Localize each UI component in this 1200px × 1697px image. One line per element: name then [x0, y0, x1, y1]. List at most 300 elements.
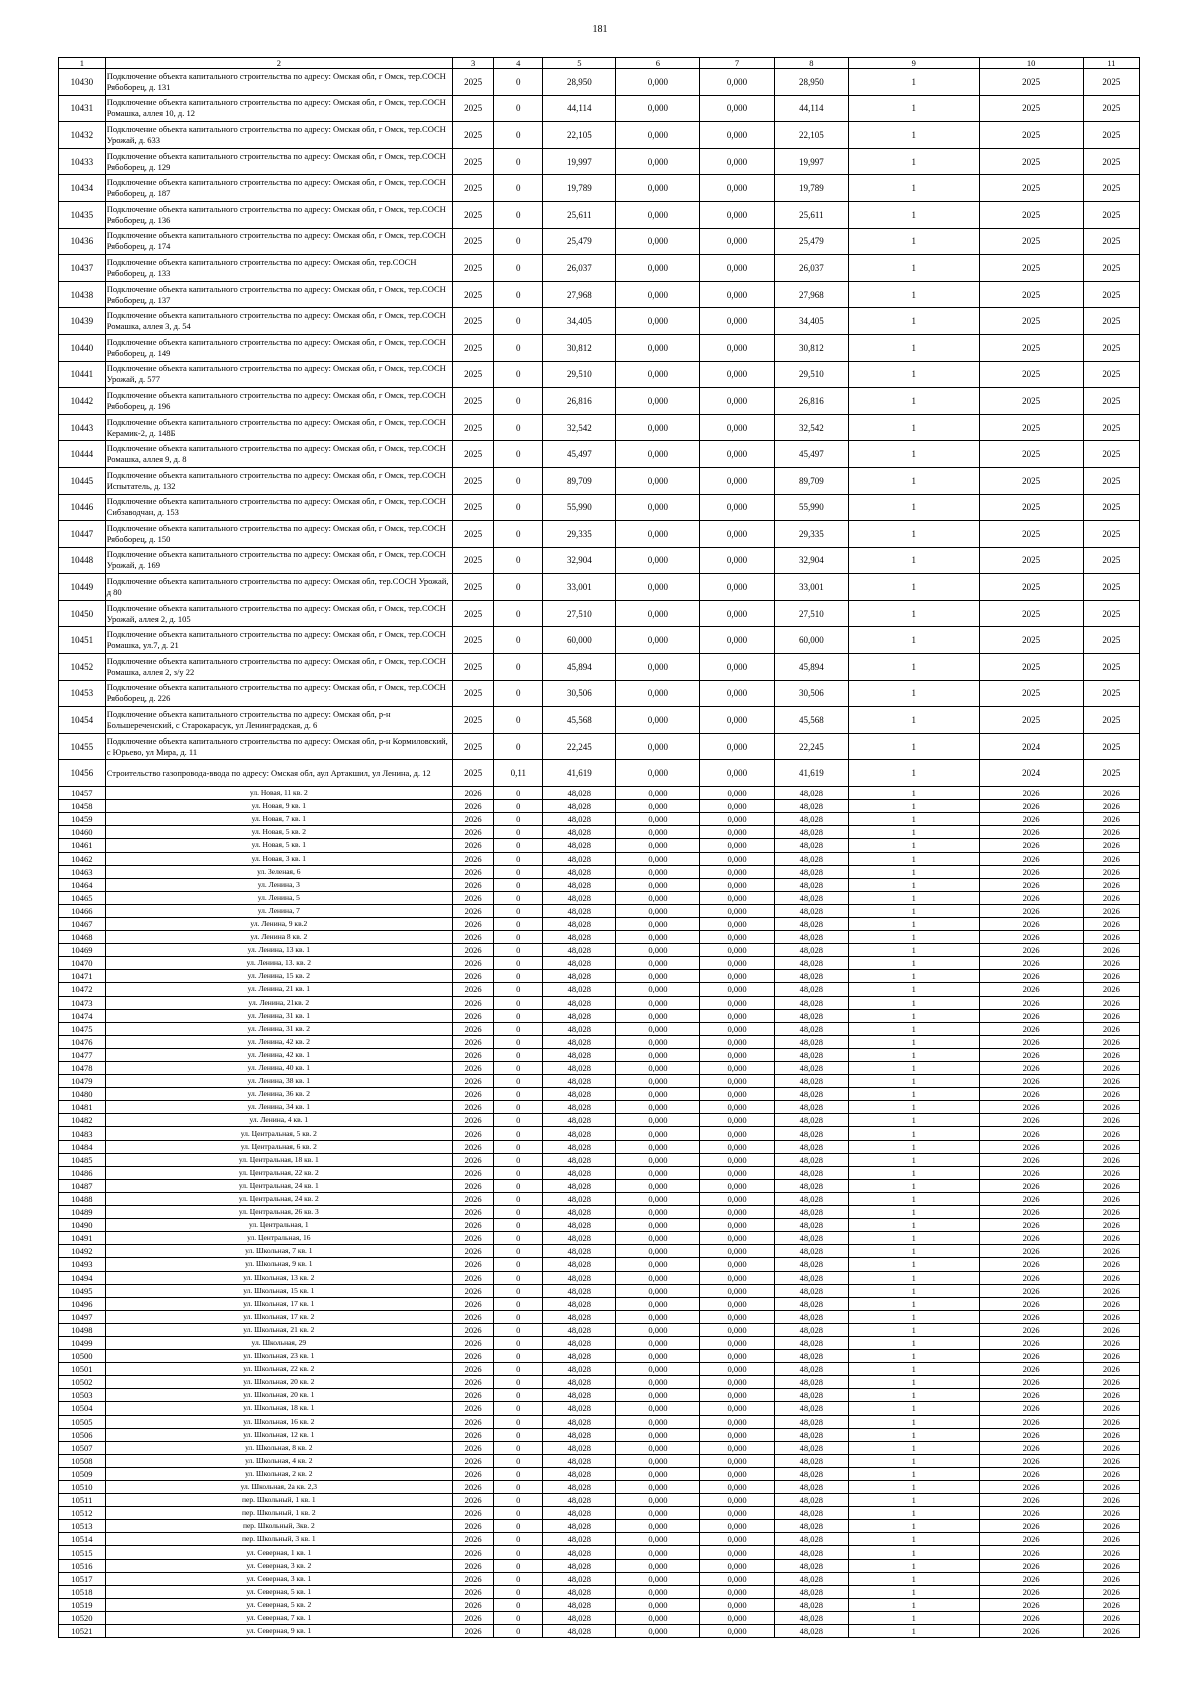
table-cell: 48,028 [774, 1585, 848, 1598]
table-cell: 1 [849, 1441, 980, 1454]
table-cell: 2026 [452, 787, 493, 800]
table-cell: 0,000 [616, 414, 700, 441]
table-cell: 0,000 [700, 865, 774, 878]
table-cell: 1 [849, 1179, 980, 1192]
table-cell: 10504 [59, 1402, 106, 1415]
table-cell: 1 [849, 654, 980, 681]
table-cell: 2025 [452, 680, 493, 707]
table-cell: 0,000 [616, 1376, 700, 1389]
table-row [59, 1428, 1140, 1441]
table-cell: 1 [849, 707, 980, 734]
table-cell: 2026 [1083, 813, 1139, 826]
table-cell: 1 [849, 944, 980, 957]
table-cell: 10479 [59, 1075, 106, 1088]
table-cell: 1 [849, 1297, 980, 1310]
description-cell: ул. Ленина, 31 кв. 2 [105, 1022, 452, 1035]
table-cell: 0,000 [700, 1127, 774, 1140]
table-cell: 0,000 [700, 494, 774, 521]
description-cell: ул. Ленина, 4 кв. 1 [105, 1114, 452, 1127]
table-cell: 10459 [59, 813, 106, 826]
table-cell: 48,028 [543, 1153, 616, 1166]
table-cell: 48,028 [774, 1611, 848, 1624]
description-cell: ул. Центральная, 1 [105, 1219, 452, 1232]
table-cell: 0 [494, 255, 543, 282]
header-cell: 8 [774, 58, 848, 69]
table-cell: 48,028 [543, 1310, 616, 1323]
table-cell: 0,000 [616, 122, 700, 149]
description-cell: ул. Новая, 7 кв. 1 [105, 813, 452, 826]
table-cell: 2025 [979, 627, 1083, 654]
table-cell: 2025 [1083, 547, 1139, 574]
table-cell: 0,000 [616, 1389, 700, 1402]
table-cell: 0 [494, 680, 543, 707]
table-row [59, 1297, 1140, 1310]
description-cell: Подключение объекта капитального строительства по адресу: Омская обл, г Омск, тер.СОСН Рябоборец, д. 131 [105, 69, 452, 96]
description-cell: ул. Северная, 1 кв. 1 [105, 1546, 452, 1559]
table-cell: 22,105 [543, 122, 616, 149]
table-cell: 2025 [979, 255, 1083, 282]
table-cell: 2026 [1083, 1062, 1139, 1075]
table-cell: 1 [849, 574, 980, 601]
table-cell: 2025 [452, 122, 493, 149]
table-cell: 0,000 [700, 760, 774, 787]
table-cell: 48,028 [774, 957, 848, 970]
table-cell: 0,000 [700, 441, 774, 468]
table-cell: 2026 [452, 1428, 493, 1441]
table-cell: 1 [849, 1035, 980, 1048]
table-cell: 32,904 [774, 547, 848, 574]
table-cell: 10447 [59, 521, 106, 548]
table-cell: 0 [494, 1376, 543, 1389]
table-cell: 0,000 [616, 1611, 700, 1624]
table-cell: 0,000 [616, 1101, 700, 1114]
table-cell: 1 [849, 1323, 980, 1336]
table-cell: 48,028 [543, 904, 616, 917]
table-cell: 2026 [1083, 996, 1139, 1009]
table-cell: 0,000 [700, 1088, 774, 1101]
table-cell: 48,028 [543, 891, 616, 904]
table-cell: 48,028 [774, 1035, 848, 1048]
table-cell: 0,000 [700, 1271, 774, 1284]
table-cell: 0 [494, 852, 543, 865]
table-cell: 2025 [452, 733, 493, 760]
table-body [59, 58, 1140, 1638]
table-cell: 10491 [59, 1232, 106, 1245]
table-cell: 48,028 [774, 1245, 848, 1258]
table-cell: 1 [849, 1520, 980, 1533]
table-cell: 1 [849, 1376, 980, 1389]
table-cell: 48,028 [774, 1297, 848, 1310]
table-cell: 2026 [1083, 787, 1139, 800]
table-cell: 0,000 [616, 547, 700, 574]
table-cell: 22,245 [774, 733, 848, 760]
table-row [59, 970, 1140, 983]
table-cell: 2025 [1083, 95, 1139, 122]
table-cell: 0,000 [616, 1363, 700, 1376]
table-cell: 2026 [1083, 1428, 1139, 1441]
table-cell: 0 [494, 800, 543, 813]
table-cell: 1 [849, 1206, 980, 1219]
table-cell: 48,028 [774, 800, 848, 813]
table-cell: 10513 [59, 1520, 106, 1533]
table-cell: 2025 [1083, 467, 1139, 494]
table-cell: 0,000 [700, 839, 774, 852]
table-cell: 2026 [979, 1376, 1083, 1389]
table-cell: 2026 [979, 1494, 1083, 1507]
table-cell: 1 [849, 467, 980, 494]
table-cell: 0,000 [700, 361, 774, 388]
table-cell: 0 [494, 813, 543, 826]
table-row [59, 148, 1140, 175]
table-cell: 10495 [59, 1284, 106, 1297]
table-cell: 10435 [59, 201, 106, 228]
table-cell: 2026 [452, 1192, 493, 1205]
table-row [59, 467, 1140, 494]
table-cell: 10519 [59, 1598, 106, 1611]
table-cell: 1 [849, 1625, 980, 1638]
table-cell: 0,000 [616, 983, 700, 996]
table-cell: 10500 [59, 1350, 106, 1363]
table-cell: 0,000 [700, 1572, 774, 1585]
table-row [59, 1140, 1140, 1153]
description-cell: Подключение объекта капитального строительства по адресу: Омская обл, г Омск, тер.СОСН Урожай, д. 577 [105, 361, 452, 388]
table-cell: 0,000 [700, 1206, 774, 1219]
table-row [59, 1415, 1140, 1428]
description-cell: ул. Школьная, 2 кв. 2 [105, 1467, 452, 1480]
table-cell: 0 [494, 1062, 543, 1075]
table-cell: 48,028 [774, 1363, 848, 1376]
table-cell: 0,000 [616, 1323, 700, 1336]
table-cell: 0 [494, 122, 543, 149]
table-cell: 0,000 [616, 95, 700, 122]
table-cell: 2026 [452, 878, 493, 891]
table-cell: 22,105 [774, 122, 848, 149]
table-cell: 0,000 [700, 1625, 774, 1638]
table-row [59, 654, 1140, 681]
description-cell: ул. Центральная, 6 кв. 2 [105, 1140, 452, 1153]
table-cell: 48,028 [774, 1507, 848, 1520]
table-cell: 0 [494, 574, 543, 601]
table-cell: 2025 [979, 69, 1083, 96]
table-cell: 0 [494, 970, 543, 983]
table-cell: 2025 [1083, 255, 1139, 282]
table-cell: 0 [494, 1611, 543, 1624]
table-cell: 48,028 [543, 1389, 616, 1402]
table-cell: 10470 [59, 957, 106, 970]
table-cell: 0,000 [616, 891, 700, 904]
table-cell: 2026 [1083, 1402, 1139, 1415]
table-cell: 0,000 [616, 1428, 700, 1441]
table-cell: 10473 [59, 996, 106, 1009]
table-cell: 0,000 [700, 122, 774, 149]
description-cell: ул. Северная, 3 кв. 2 [105, 1559, 452, 1572]
table-cell: 1 [849, 1310, 980, 1323]
table-cell: 1 [849, 1546, 980, 1559]
table-row [59, 1206, 1140, 1219]
table-cell: 2025 [979, 175, 1083, 202]
table-row [59, 1481, 1140, 1494]
table-cell: 2026 [452, 1310, 493, 1323]
table-cell: 48,028 [543, 1520, 616, 1533]
table-cell: 0,000 [616, 1467, 700, 1480]
table-cell: 1 [849, 122, 980, 149]
table-cell: 1 [849, 1075, 980, 1088]
description-cell: Строительство газопровода-ввода по адресу: Омская обл, аул Артакшил, ул Ленина, д. 12 [105, 760, 452, 787]
table-cell: 0,000 [700, 255, 774, 282]
table-cell: 48,028 [543, 1533, 616, 1546]
table-cell: 2026 [979, 891, 1083, 904]
table-row [59, 1101, 1140, 1114]
table-cell: 2026 [452, 957, 493, 970]
table-cell: 2025 [452, 441, 493, 468]
table-cell: 2025 [1083, 574, 1139, 601]
table-cell: 2026 [452, 1336, 493, 1349]
table-cell: 0 [494, 1022, 543, 1035]
table-cell: 27,510 [774, 600, 848, 627]
table-cell: 2026 [1083, 957, 1139, 970]
description-cell: ул. Северная, 3 кв. 1 [105, 1572, 452, 1585]
table-cell: 48,028 [774, 1153, 848, 1166]
description-cell: ул. Зеленая, 6 [105, 865, 452, 878]
description-cell: Подключение объекта капитального строительства по адресу: Омская обл, г Омск, тер.СОСН Рябоборец, д. 187 [105, 175, 452, 202]
table-row [59, 1350, 1140, 1363]
table-cell: 0 [494, 654, 543, 681]
table-cell: 2026 [979, 1206, 1083, 1219]
table-row [59, 175, 1140, 202]
description-cell: ул. Школьная, 16 кв. 2 [105, 1415, 452, 1428]
table-cell: 0,000 [616, 680, 700, 707]
table-cell: 2026 [979, 1507, 1083, 1520]
table-cell: 32,542 [774, 414, 848, 441]
table-cell: 0 [494, 1219, 543, 1232]
table-cell: 0,000 [616, 707, 700, 734]
table-cell: 48,028 [543, 1179, 616, 1192]
table-cell: 2026 [1083, 1232, 1139, 1245]
table-cell: 1 [849, 878, 980, 891]
table-cell: 1 [849, 891, 980, 904]
table-cell: 2026 [452, 1363, 493, 1376]
table-cell: 0,000 [700, 1009, 774, 1022]
table-cell: 29,335 [774, 521, 848, 548]
table-cell: 0,000 [700, 467, 774, 494]
description-cell: пер. Школьный, 1 кв. 1 [105, 1494, 452, 1507]
table-row [59, 1310, 1140, 1323]
table-cell: 1 [849, 1127, 980, 1140]
description-cell: ул. Школьная, 7 кв. 1 [105, 1245, 452, 1258]
table-cell: 48,028 [774, 1336, 848, 1349]
table-row [59, 388, 1140, 415]
table-cell: 55,990 [543, 494, 616, 521]
table-cell: 48,028 [774, 1572, 848, 1585]
table-cell: 0 [494, 1140, 543, 1153]
table-cell: 10436 [59, 228, 106, 255]
table-cell: 2026 [979, 1559, 1083, 1572]
table-cell: 2026 [452, 917, 493, 930]
table-row [59, 1507, 1140, 1520]
table-cell: 48,028 [774, 1546, 848, 1559]
table-cell: 0,000 [616, 733, 700, 760]
table-cell: 2026 [452, 1546, 493, 1559]
table-cell: 0 [494, 175, 543, 202]
table-cell: 2026 [979, 1062, 1083, 1075]
table-cell: 2026 [979, 1192, 1083, 1205]
description-cell: Подключение объекта капитального строительства по адресу: Омская обл, г Омск, тер.СОСН Урожай, д. 169 [105, 547, 452, 574]
table-cell: 10433 [59, 148, 106, 175]
table-cell: 0,000 [700, 228, 774, 255]
table-cell: 2026 [452, 891, 493, 904]
table-cell: 0 [494, 361, 543, 388]
table-cell: 0,000 [616, 917, 700, 930]
table-cell: 27,968 [543, 281, 616, 308]
table-cell: 0,000 [616, 148, 700, 175]
table-cell: 10474 [59, 1009, 106, 1022]
table-cell: 48,028 [774, 970, 848, 983]
table-cell: 0,000 [700, 787, 774, 800]
table-cell: 0,000 [616, 1140, 700, 1153]
table-cell: 48,028 [543, 1232, 616, 1245]
table-cell: 2026 [979, 1166, 1083, 1179]
table-row [59, 1323, 1140, 1336]
table-row [59, 800, 1140, 813]
table-row [59, 1048, 1140, 1061]
table-cell: 0 [494, 1402, 543, 1415]
table-cell: 2026 [452, 1232, 493, 1245]
table-cell: 0 [494, 1494, 543, 1507]
table-cell: 2026 [1083, 904, 1139, 917]
table-cell: 45,568 [774, 707, 848, 734]
table-cell: 1 [849, 1572, 980, 1585]
table-cell: 0 [494, 733, 543, 760]
table-cell: 2026 [979, 1415, 1083, 1428]
table-cell: 0 [494, 1533, 543, 1546]
table-cell: 2026 [979, 917, 1083, 930]
table-cell: 0,000 [616, 865, 700, 878]
table-cell: 0,000 [616, 931, 700, 944]
table-cell: 2025 [452, 175, 493, 202]
table-cell: 2026 [452, 1481, 493, 1494]
table-cell: 0,000 [700, 654, 774, 681]
table-cell: 2026 [452, 1022, 493, 1035]
table-cell: 0,000 [616, 839, 700, 852]
table-cell: 0,000 [700, 983, 774, 996]
table-cell: 0,000 [616, 467, 700, 494]
table-cell: 2025 [452, 467, 493, 494]
table-cell: 2026 [1083, 1009, 1139, 1022]
table-cell: 1 [849, 839, 980, 852]
table-cell: 48,028 [543, 931, 616, 944]
table-cell: 2026 [452, 904, 493, 917]
table-cell: 0,000 [616, 944, 700, 957]
table-cell: 10478 [59, 1062, 106, 1075]
table-cell: 2026 [1083, 1284, 1139, 1297]
table-cell: 2026 [452, 1009, 493, 1022]
description-cell: пер. Школьный, 3 кв. 1 [105, 1533, 452, 1546]
table-cell: 0,000 [700, 996, 774, 1009]
table-cell: 25,611 [774, 201, 848, 228]
table-cell: 2025 [452, 414, 493, 441]
table-cell: 1 [849, 494, 980, 521]
table-cell: 2025 [1083, 600, 1139, 627]
table-cell: 0,000 [700, 891, 774, 904]
table-cell: 48,028 [543, 813, 616, 826]
table-cell: 2026 [979, 1323, 1083, 1336]
table-cell: 0,000 [616, 1271, 700, 1284]
table-cell: 48,028 [774, 865, 848, 878]
table-cell: 48,028 [774, 1075, 848, 1088]
table-row [59, 917, 1140, 930]
table-cell: 0 [494, 1101, 543, 1114]
table-cell: 0,000 [700, 813, 774, 826]
table-cell: 1 [849, 852, 980, 865]
table-cell: 2026 [979, 865, 1083, 878]
table-cell: 2025 [1083, 654, 1139, 681]
table-cell: 1 [849, 1454, 980, 1467]
table-cell: 0 [494, 1336, 543, 1349]
table-cell: 0,000 [616, 600, 700, 627]
table-cell: 48,028 [774, 891, 848, 904]
table-cell: 2026 [1083, 800, 1139, 813]
description-cell: ул. Центральная, 5 кв. 2 [105, 1127, 452, 1140]
table-cell: 1 [849, 600, 980, 627]
table-row [59, 600, 1140, 627]
table-cell: 0 [494, 1441, 543, 1454]
table-cell: 48,028 [774, 904, 848, 917]
table-cell: 0,000 [616, 361, 700, 388]
table-cell: 2026 [979, 996, 1083, 1009]
table-cell: 0,000 [616, 201, 700, 228]
table-cell: 2026 [1083, 1271, 1139, 1284]
table-cell: 2026 [979, 1219, 1083, 1232]
table-cell: 0 [494, 878, 543, 891]
table-cell: 0 [494, 600, 543, 627]
table-cell: 10455 [59, 733, 106, 760]
table-row [59, 957, 1140, 970]
description-cell: Подключение объекта капитального строительства по адресу: Омская обл, г Омск, тер.СОСН Керамик-2, д. 148Б [105, 414, 452, 441]
table-cell: 2026 [979, 1481, 1083, 1494]
header-cell: 4 [494, 58, 543, 69]
table-cell: 10444 [59, 441, 106, 468]
table-cell: 0,000 [616, 1507, 700, 1520]
table-cell: 2026 [452, 826, 493, 839]
table-cell: 10484 [59, 1140, 106, 1153]
table-cell: 10475 [59, 1022, 106, 1035]
table-row [59, 1009, 1140, 1022]
table-cell: 2025 [979, 334, 1083, 361]
table-cell: 2026 [452, 1415, 493, 1428]
table-cell: 48,028 [774, 1127, 848, 1140]
description-cell: ул. Ленина, 3 [105, 878, 452, 891]
table-cell: 2026 [979, 1048, 1083, 1061]
table-cell: 1 [849, 1507, 980, 1520]
table-cell: 0,000 [700, 931, 774, 944]
table-cell: 10454 [59, 707, 106, 734]
table-cell: 0 [494, 787, 543, 800]
table-cell: 0,000 [616, 1075, 700, 1088]
table-cell: 0,000 [700, 1323, 774, 1336]
table-cell: 48,028 [543, 1114, 616, 1127]
table-cell: 0,000 [700, 1389, 774, 1402]
table-cell: 48,028 [543, 1494, 616, 1507]
table-cell: 0 [494, 1035, 543, 1048]
table-cell: 10461 [59, 839, 106, 852]
table-cell: 2026 [1083, 839, 1139, 852]
table-row [59, 983, 1140, 996]
table-cell: 2025 [1083, 414, 1139, 441]
description-cell: Подключение объекта капитального строительства по адресу: Омская обл, г Омск, тер.СОСН Ромашка, ул.7, д. 21 [105, 627, 452, 654]
table-cell: 10471 [59, 970, 106, 983]
table-cell: 2026 [452, 800, 493, 813]
table-cell: 0 [494, 1153, 543, 1166]
